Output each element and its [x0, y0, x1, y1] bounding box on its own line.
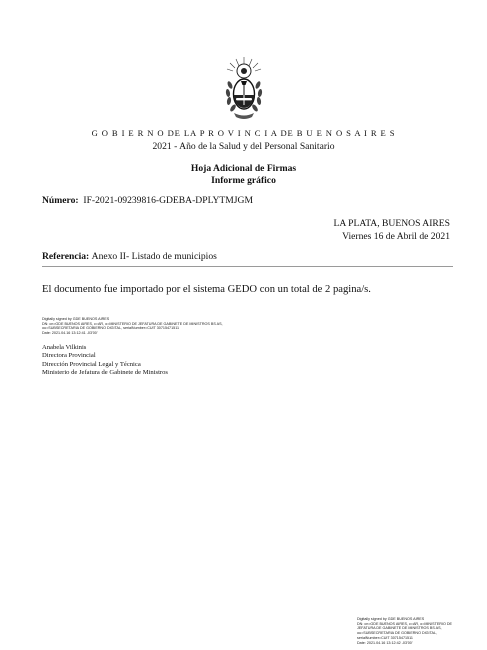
signature-line: serialNumber=CUIT 30715471511	[357, 635, 413, 640]
year-motto: 2021 - Año de la Salud y del Personal Sanitario	[152, 141, 335, 152]
signature-line: DN: cn=GDE BUENOS AIRES, c=AR, o=MINISTERIO DE	[357, 621, 452, 626]
signature-line: JEFATURA DE GABINETE DE MINISTROS BS AS,	[357, 626, 442, 631]
signature-line: ou=SUBSECRETARIA DE GOBIERNO DIGITAL,	[357, 631, 438, 636]
document-body: El documento fue importado por el sistema GEDO con un total de 2 pagina/s.	[42, 284, 371, 295]
coat-of-arms-icon	[221, 55, 267, 123]
signature-line: Digitally signed by GDE BUENOS AIRES	[357, 617, 425, 621]
signer-name: Anabela Vilkinis	[42, 344, 87, 351]
signer-ministry: Ministerio de Jefatura de Gabinete de Ministros	[42, 368, 168, 376]
signature-line: Date: 2021.04.16 13:12:41 -03'00'	[42, 331, 98, 336]
numero-label: Número:	[42, 195, 79, 206]
numero-value: IF-2021-09239816-GDEBA-DPLYTMJGM	[83, 195, 253, 206]
signer-office: Dirección Provincial Legal y Técnica	[42, 360, 141, 368]
referencia-label: Referencia:	[42, 251, 90, 262]
government-header: G O B I E R N O DE LA P R O V I N C I A DE B U E N O S A I R E S	[91, 128, 396, 138]
signer-block	[42, 344, 168, 377]
divider	[42, 266, 453, 267]
signature-line: ou=SUBSECRETARIA DE GOBIERNO DIGITAL, serialNumber=CUIT 30715471511	[42, 326, 180, 331]
document-date: Viernes 16 de Abril de 2021	[342, 231, 450, 242]
document-number	[42, 195, 253, 207]
digital-signature-stamp-footer	[357, 617, 452, 645]
signature-line: Digitally signed by GDE BUENOS AIRES	[42, 317, 110, 321]
digital-signature-stamp	[42, 317, 223, 336]
document-place: LA PLATA, BUENOS AIRES	[333, 218, 450, 229]
signer-role: Directora Provincial	[42, 352, 96, 360]
signature-line: DN: cn=GDE BUENOS AIRES, c=AR, o=MINISTERIO DE JEFATURA DE GABINETE DE MINISTROS BS AS,	[42, 321, 223, 326]
document-subtitle: Informe gráfico	[211, 175, 276, 186]
referencia-value: Anexo II- Listado de municipios	[91, 251, 217, 262]
document-reference	[42, 251, 217, 263]
signature-line: Date: 2021.04.16 13:12:42 -03'00'	[357, 640, 413, 645]
document-title: Hoja Adicional de Firmas	[190, 163, 297, 174]
